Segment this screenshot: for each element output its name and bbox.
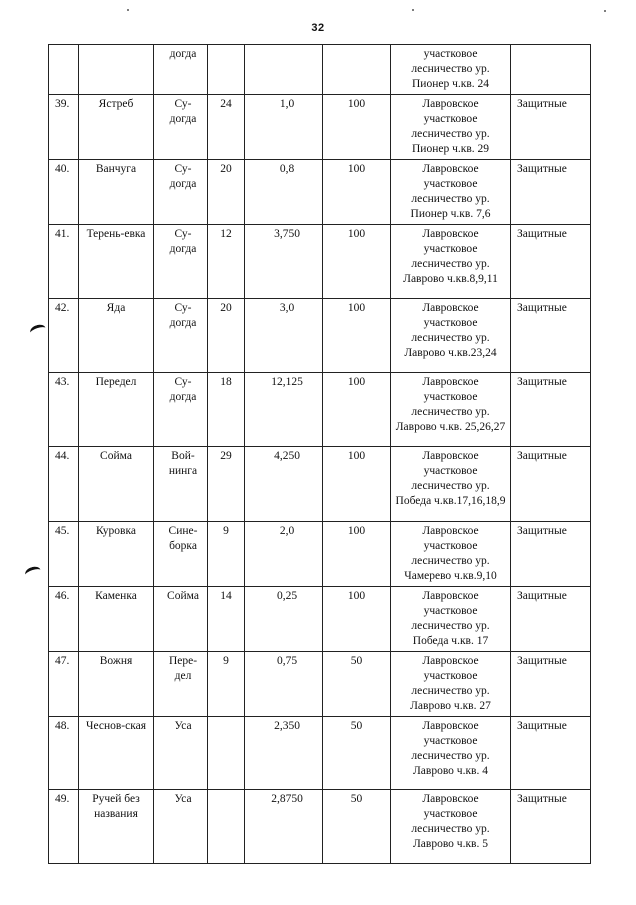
cell-name: Сойма xyxy=(79,447,154,522)
cell-width xyxy=(323,45,391,95)
cell-type: Защитные xyxy=(511,225,591,299)
cell-recipient: Пере-дел xyxy=(154,652,208,717)
cell-recipient: Вой-нинга xyxy=(154,447,208,522)
cell-width: 100 xyxy=(323,160,391,225)
cell-length xyxy=(208,790,245,864)
cell-length: 20 xyxy=(208,160,245,225)
cell-area: 2,350 xyxy=(245,717,323,790)
cell-area: 2,8750 xyxy=(245,790,323,864)
cell-area: 2,0 xyxy=(245,522,323,587)
cell-type: Защитные xyxy=(511,652,591,717)
cell-location: Лавровское участковое лесничество ур. Лаврово ч.кв. 5 xyxy=(391,790,511,864)
cell-width: 100 xyxy=(323,447,391,522)
cell-width: 100 xyxy=(323,299,391,373)
cell-recipient: Су-догда xyxy=(154,160,208,225)
cell-location: Лавровское участковое лесничество ур. Победа ч.кв. 17 xyxy=(391,587,511,652)
cell-num: 48. xyxy=(49,717,79,790)
cell-location: Лавровское участковое лесничество ур. Лаврово ч.кв. 27 xyxy=(391,652,511,717)
cell-area: 4,250 xyxy=(245,447,323,522)
cell-recipient: Су-догда xyxy=(154,95,208,160)
cell-width: 50 xyxy=(323,717,391,790)
cell-num: 41. xyxy=(49,225,79,299)
cell-num xyxy=(49,45,79,95)
cell-type: Защитные xyxy=(511,717,591,790)
cell-num: 46. xyxy=(49,587,79,652)
cell-length: 18 xyxy=(208,373,245,447)
binding-mark-icon xyxy=(24,565,43,580)
cell-length: 24 xyxy=(208,95,245,160)
table-row xyxy=(49,522,591,587)
cell-type: Защитные xyxy=(511,587,591,652)
cell-width: 100 xyxy=(323,95,391,160)
cell-type: Защитные xyxy=(511,299,591,373)
cell-num: 43. xyxy=(49,373,79,447)
table-row-continuation xyxy=(49,45,591,95)
cell-length: 12 xyxy=(208,225,245,299)
cell-recipient: Су-догда xyxy=(154,299,208,373)
scan-speck xyxy=(604,10,606,12)
cell-type xyxy=(511,45,591,95)
cell-recipient: Сине-борка xyxy=(154,522,208,587)
cell-location: Лавровское участковое лесничество ур. Победа ч.кв.17,16,18,9 xyxy=(391,447,511,522)
cell-location: Лавровское участковое лесничество ур. Лаврово ч.кв. 4 xyxy=(391,717,511,790)
cell-location: участковое лесничество ур. Пионер ч.кв. 24 xyxy=(391,45,511,95)
table-body xyxy=(49,45,591,864)
cell-name: Вожня xyxy=(79,652,154,717)
cell-num: 44. xyxy=(49,447,79,522)
cell-num: 49. xyxy=(49,790,79,864)
cell-location: Лавровское участковое лесничество ур. Чамерево ч.кв.9,10 xyxy=(391,522,511,587)
water-bodies-table xyxy=(48,44,591,864)
cell-name: Ручей без названия xyxy=(79,790,154,864)
cell-area: 3,0 xyxy=(245,299,323,373)
cell-location: Лавровское участковое лесничество ур. Пионер ч.кв. 29 xyxy=(391,95,511,160)
cell-num: 47. xyxy=(49,652,79,717)
cell-width: 100 xyxy=(323,522,391,587)
cell-location: Лавровское участковое лесничество ур. Лаврово ч.кв.8,9,11 xyxy=(391,225,511,299)
cell-location: Лавровское участковое лесничество ур. Пионер ч.кв. 7,6 xyxy=(391,160,511,225)
table-row xyxy=(49,447,591,522)
cell-recipient: догда xyxy=(154,45,208,95)
cell-num: 45. xyxy=(49,522,79,587)
table-row xyxy=(49,790,591,864)
cell-recipient: Су-догда xyxy=(154,225,208,299)
cell-name xyxy=(79,45,154,95)
cell-location: Лавровское участковое лесничество ур. Лаврово ч.кв.23,24 xyxy=(391,299,511,373)
cell-area: 0,8 xyxy=(245,160,323,225)
cell-area: 0,75 xyxy=(245,652,323,717)
cell-width: 50 xyxy=(323,790,391,864)
cell-width: 100 xyxy=(323,225,391,299)
cell-length: 9 xyxy=(208,522,245,587)
cell-name: Чеснов-ская xyxy=(79,717,154,790)
cell-type: Защитные xyxy=(511,95,591,160)
cell-area: 3,750 xyxy=(245,225,323,299)
cell-recipient: Уса xyxy=(154,717,208,790)
table-row xyxy=(49,717,591,790)
cell-length xyxy=(208,717,245,790)
table-row xyxy=(49,652,591,717)
page-number: 32 xyxy=(311,22,325,34)
cell-type: Защитные xyxy=(511,373,591,447)
cell-width: 100 xyxy=(323,373,391,447)
cell-num: 42. xyxy=(49,299,79,373)
cell-type: Защитные xyxy=(511,160,591,225)
cell-name: Ястреб xyxy=(79,95,154,160)
binding-mark-icon xyxy=(29,323,48,338)
cell-recipient: Су-догда xyxy=(154,373,208,447)
table-row xyxy=(49,95,591,160)
table-row xyxy=(49,225,591,299)
cell-area: 1,0 xyxy=(245,95,323,160)
table-row xyxy=(49,587,591,652)
cell-name: Терень-евка xyxy=(79,225,154,299)
cell-width: 50 xyxy=(323,652,391,717)
cell-length: 20 xyxy=(208,299,245,373)
cell-area: 12,125 xyxy=(245,373,323,447)
cell-width: 100 xyxy=(323,587,391,652)
cell-length xyxy=(208,45,245,95)
cell-recipient: Сойма xyxy=(154,587,208,652)
cell-length: 9 xyxy=(208,652,245,717)
cell-type: Защитные xyxy=(511,790,591,864)
cell-length: 14 xyxy=(208,587,245,652)
cell-area: 0,25 xyxy=(245,587,323,652)
cell-num: 39. xyxy=(49,95,79,160)
scan-speck xyxy=(412,9,414,11)
cell-length: 29 xyxy=(208,447,245,522)
table-row xyxy=(49,160,591,225)
cell-num: 40. xyxy=(49,160,79,225)
cell-name: Передел xyxy=(79,373,154,447)
cell-name: Яда xyxy=(79,299,154,373)
cell-name: Куровка xyxy=(79,522,154,587)
table-row xyxy=(49,299,591,373)
cell-type: Защитные xyxy=(511,447,591,522)
table-row xyxy=(49,373,591,447)
cell-type: Защитные xyxy=(511,522,591,587)
cell-name: Ванчуга xyxy=(79,160,154,225)
scan-speck xyxy=(127,9,129,11)
cell-location: Лавровское участковое лесничество ур. Лаврово ч.кв. 25,26,27 xyxy=(391,373,511,447)
cell-area xyxy=(245,45,323,95)
cell-name: Каменка xyxy=(79,587,154,652)
cell-recipient: Уса xyxy=(154,790,208,864)
